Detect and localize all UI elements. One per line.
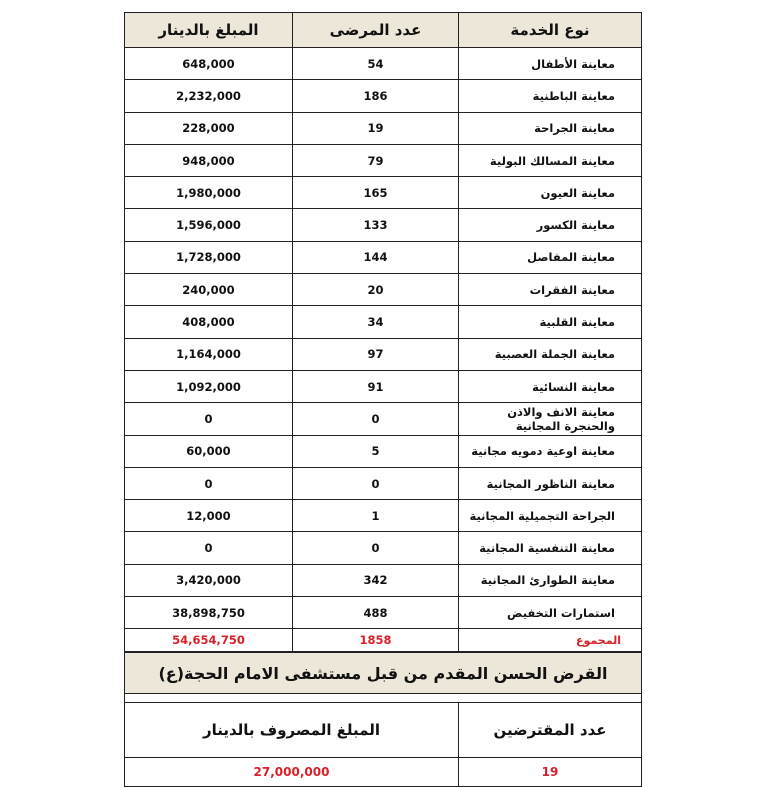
table-row	[125, 209, 642, 241]
total-label: المجموع	[459, 629, 642, 652]
amount-column-header: المبلغ بالدينار	[125, 13, 293, 48]
table-row	[125, 500, 642, 532]
loan-title: القرض الحسن المقدم من قبل مستشفى الامام الحجة(ع)	[125, 653, 642, 694]
table-header-row	[125, 13, 642, 48]
row-amount: 228,000	[125, 112, 293, 144]
row-service: معاينة القلبية	[459, 306, 642, 338]
row-patients: 1	[293, 500, 459, 532]
row-service: استمارات التخفيض	[459, 597, 642, 629]
total-amount: 54,654,750	[125, 629, 293, 652]
row-patients: 0	[293, 403, 459, 435]
row-service: معاينة العيون	[459, 177, 642, 209]
loan-borrowers-header: عدد المقترضين	[459, 703, 642, 758]
row-service: معاينة الطوارئ المجانية	[459, 564, 642, 596]
row-amount: 3,420,000	[125, 564, 293, 596]
row-patients: 0	[293, 467, 459, 499]
row-amount: 1,728,000	[125, 241, 293, 273]
row-patients: 488	[293, 597, 459, 629]
row-patients: 186	[293, 80, 459, 112]
row-patients: 34	[293, 306, 459, 338]
table-row	[125, 274, 642, 306]
row-amount: 38,898,750	[125, 597, 293, 629]
table-row	[125, 306, 642, 338]
row-service: الجراحة التجميلية المجانية	[459, 500, 642, 532]
table-row	[125, 532, 642, 564]
row-patients: 54	[293, 48, 459, 80]
loan-borrowers-value: 19	[459, 758, 642, 787]
row-amount: 240,000	[125, 274, 293, 306]
loan-header-row	[125, 703, 642, 758]
row-patients: 79	[293, 144, 459, 176]
row-patients: 342	[293, 564, 459, 596]
services-table	[124, 12, 642, 652]
loan-table	[124, 652, 642, 787]
row-patients: 5	[293, 435, 459, 467]
row-service: معاينة الانف والاذن والحنجرة المجانية	[459, 403, 642, 435]
row-amount: 948,000	[125, 144, 293, 176]
row-amount: 1,596,000	[125, 209, 293, 241]
row-patients: 20	[293, 274, 459, 306]
table-row	[125, 338, 642, 370]
row-service: معاينة الباطنية	[459, 80, 642, 112]
row-service: معاينة المسالك البولية	[459, 144, 642, 176]
row-service: معاينة الفقرات	[459, 274, 642, 306]
total-row	[125, 629, 642, 652]
table-row	[125, 370, 642, 402]
row-service: معاينة التنفسية المجانية	[459, 532, 642, 564]
table-row	[125, 80, 642, 112]
service-report-sheet	[124, 12, 641, 780]
row-amount: 0	[125, 532, 293, 564]
row-patients: 165	[293, 177, 459, 209]
row-service: معاينة اوعية دمويه مجانية	[459, 435, 642, 467]
table-row	[125, 435, 642, 467]
row-patients: 0	[293, 532, 459, 564]
row-amount: 648,000	[125, 48, 293, 80]
row-amount: 2,232,000	[125, 80, 293, 112]
row-amount: 60,000	[125, 435, 293, 467]
row-amount: 0	[125, 467, 293, 499]
patients-column-header: عدد المرضى	[293, 13, 459, 48]
row-amount: 0	[125, 403, 293, 435]
table-row	[125, 597, 642, 629]
row-patients: 97	[293, 338, 459, 370]
total-patients: 1858	[293, 629, 459, 652]
row-amount: 12,000	[125, 500, 293, 532]
service-column-header: نوع الخدمة	[459, 13, 642, 48]
table-row	[125, 564, 642, 596]
services-table-body	[125, 48, 642, 629]
loan-values-row	[125, 758, 642, 787]
table-row	[125, 144, 642, 176]
table-row	[125, 241, 642, 273]
loan-spacer	[125, 694, 642, 703]
table-row	[125, 403, 642, 435]
row-service: معاينة النسائية	[459, 370, 642, 402]
table-row	[125, 177, 642, 209]
row-amount: 1,980,000	[125, 177, 293, 209]
table-row	[125, 48, 642, 80]
row-service: معاينة الأطفال	[459, 48, 642, 80]
row-service: معاينة الجملة العصبية	[459, 338, 642, 370]
row-patients: 144	[293, 241, 459, 273]
row-patients: 19	[293, 112, 459, 144]
row-amount: 1,164,000	[125, 338, 293, 370]
row-service: معاينة الناظور المجانية	[459, 467, 642, 499]
table-row	[125, 467, 642, 499]
table-row	[125, 112, 642, 144]
loan-amount-header: المبلغ المصروف بالدينار	[125, 703, 459, 758]
loan-amount-value: 27,000,000	[125, 758, 459, 787]
row-amount: 1,092,000	[125, 370, 293, 402]
row-patients: 133	[293, 209, 459, 241]
row-service: معاينة المفاصل	[459, 241, 642, 273]
row-service: معاينة الجراحة	[459, 112, 642, 144]
row-patients: 91	[293, 370, 459, 402]
row-service: معاينة الكسور	[459, 209, 642, 241]
row-amount: 408,000	[125, 306, 293, 338]
